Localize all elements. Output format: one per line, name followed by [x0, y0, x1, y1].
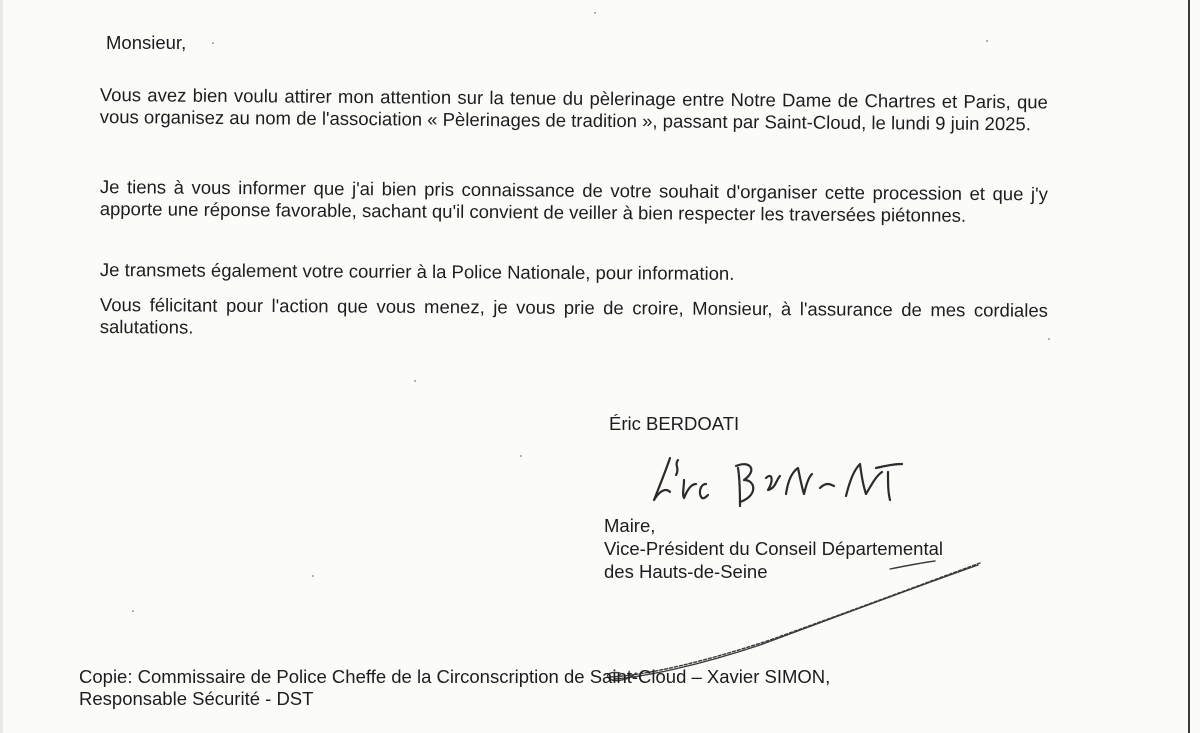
scan-speck: [520, 455, 522, 457]
scan-speck: [986, 40, 988, 42]
paragraph-response: Je tiens à vous informer que j'ai bien pris connaissance de votre souhait d'organiser cette procession et que j'y apporte une réponse favorable, sachant qu'il convient de veiller à bien respecter les traversées piétonnes.: [99, 175, 1048, 226]
paragraph-closing: Vous félicitant pour l'action que vous menez, je vous prie de croire, Monsieur, à l'assurance de mes cordiales salutations.: [99, 293, 1048, 338]
scan-speck: [312, 575, 314, 577]
scan-speck: [414, 380, 416, 382]
scan-left-edge: [0, 0, 3, 733]
paragraph-request: Vous avez bien voulu attirer mon attention sur la tenue du pèlerinage entre Notre Dame de Chartres et Paris, que vous organisez au nom de l'association « Pèlerinages de tradition », passant par Saint-Cloud, le lundi 9 juin 2025.: [99, 83, 1048, 134]
signer-title-line: des Hauts-de-Seine: [604, 561, 768, 582]
signer-name: Éric BERDOATI: [609, 413, 740, 434]
scan-speck: [212, 42, 214, 44]
handwritten-signature: [640, 450, 940, 520]
paragraph-police: Je transmets également votre courrier à la Police Nationale, pour information.: [99, 258, 735, 284]
copy-recipients: [79, 666, 830, 710]
scan-right-edge: [1188, 0, 1190, 733]
scan-speck: [1048, 338, 1050, 340]
signer-title-line: Maire,: [604, 515, 656, 536]
scan-speck: [132, 610, 134, 612]
signer-title-line: Vice-Président du Conseil Départemental: [604, 538, 944, 559]
copy-line: Copie: Commissaire de Police Cheffe de la Circonscription de Saint-Cloud – Xavier SIMON,: [79, 666, 831, 687]
scan-speck: [594, 12, 596, 14]
salutation: Monsieur,: [106, 32, 187, 53]
copy-line: Responsable Sécurité - DST: [79, 688, 314, 709]
